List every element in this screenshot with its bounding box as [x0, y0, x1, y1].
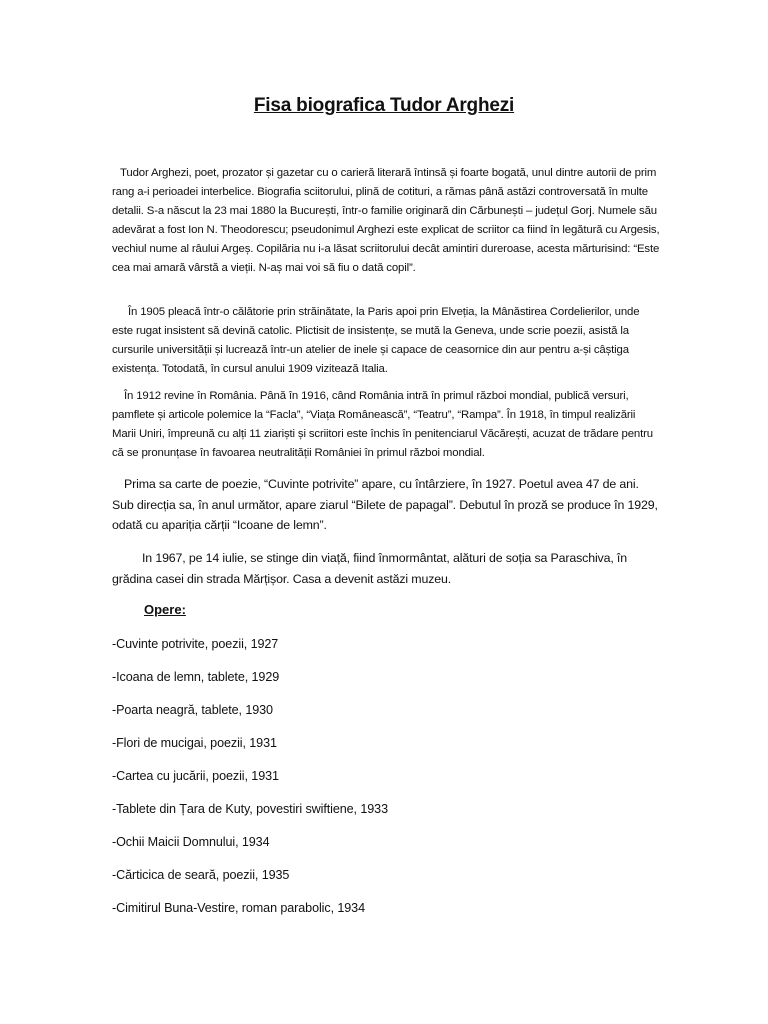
works-list-item: -Cartea cu jucării, poezii, 1931 [112, 769, 279, 783]
works-list [112, 634, 388, 931]
works-list-item: -Tablete din Țara de Kuty, povestiri swiftiene, 1933 [112, 802, 388, 816]
works-list-item: -Cărticica de seară, poezii, 1935 [112, 868, 290, 882]
paragraph-1912: În 1912 revine în România. Până în 1916, când România intră în primul război mondial, publică versuri, pamflete și articole polemice la “Facla”, “Viața Românească”, “Teatru”, “Rampa”. În 1918, în timpul realizării Marii Uniri, împreună cu alți 11 ziariști și scriitori este închis în penitenciarul Văcărești, acuzat de trădare pentru că se pronunțase în favoarea neutralității României în primul război mondial. [112, 390, 653, 459]
works-list-item: -Poarta neagră, tablete, 1930 [112, 703, 273, 717]
works-list-item: -Cimitirul Buna-Vestire, roman parabolic, 1934 [112, 901, 365, 915]
document-title: Fisa biografica Tudor Arghezi [253, 95, 515, 116]
paragraph-intro: Tudor Arghezi, poet, prozator și gazetar cu o carieră literară întinsă și foarte bogată, unul dintre autorii de prim rang a-i perioadei interbelice. Biografia sciitorului, plină de cotituri, a rămas până astăzi controversată în multe detalii. S-a născut la 23 mai 1880 la București, într-o familie originară din Cărbunești – județul Gorj. Numele său adevărat a fost Ion N. Theodorescu; pseudonimul Arghezi este explicat de scriitor ca fiind în legătură cu Argesis, vechiul nume al râului Argeș. Copilăria nu i-a lăsat scriitorului decât amintiri dureroase, acesta mărturisind: “Este cea mai amară vârstă a vieții. N-aș mai voi să fiu o dată copil”. [112, 167, 660, 274]
works-list-item: -Cuvinte potrivite, poezii, 1927 [112, 637, 279, 651]
works-list-item: -Flori de mucigai, poezii, 1931 [112, 736, 277, 750]
paragraph-1905: În 1905 pleacă într-o călătorie prin străinătate, la Paris apoi prin Elveția, la Mânăstirea Cordelierilor, unde este rugat insistent să devină catolic. Plictisit de insistențe, se mută la Geneva, unde scrie poezii, asistă la cursurile universității și lucrează într-un atelier de inele și capace de ceasornice din aur pentru a-și câștiga existența. Totodată, în cursul anului 1909 vizitează Italia. [112, 306, 640, 375]
works-heading: Opere: [144, 602, 186, 617]
works-list-item: -Icoana de lemn, tablete, 1929 [112, 670, 280, 684]
paragraph-first-book: Prima sa carte de poezie, “Cuvinte potrivite” apare, cu întârziere, în 1927. Poetul avea 47 de ani. Sub direcția sa, în anul următor, apare ziarul “Bilete de papagal”. Debutul în proză se produce în 1929, odată cu apariția cărții “Icoane de lemn”. [112, 477, 658, 532]
paragraph-death: In 1967, pe 14 iulie, se stinge din viață, fiind înmormântat, alături de soția sa Paraschiva, în grădina casei din strada Mărțișor. Casa a devenit astăzi muzeu. [112, 551, 627, 586]
works-list-item: -Ochii Maicii Domnului, 1934 [112, 835, 270, 849]
